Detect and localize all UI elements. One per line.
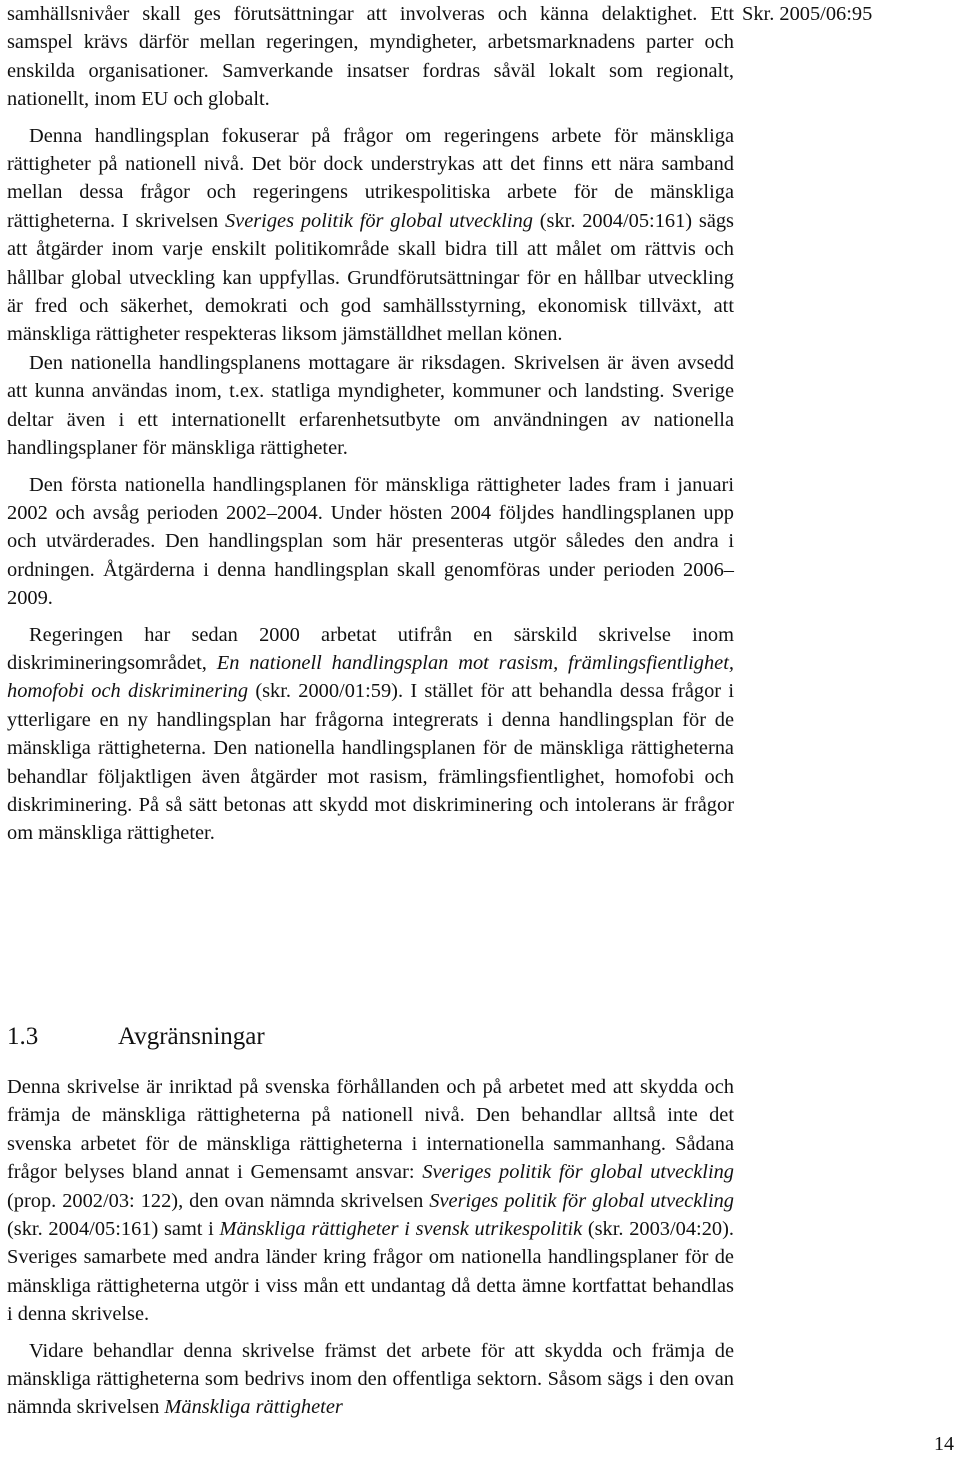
paragraph-text: Vidare behandlar denna skrivelse främst det arbete för att skydda och främja de mänskliga rättigheterna som bedrivs inom den offentliga sektorn. Såsom sägs i den ovan nämnda skrivelsen	[7, 1339, 734, 1419]
document-title-reference: Sveriges politik för global utveckling	[224, 209, 533, 232]
document-title-reference: Sveriges politik för global utveckling	[429, 1189, 734, 1212]
paragraph: Den första nationella handlingsplanen för mänskliga rättigheter lades fram i januari 2002 och avsåg perioden 2002–2004. Under hösten 2004 följdes handlingsplanen upp och utvärderades. Den handlingsplan som här presenteras utgör således den andra i ordningen. Åtgärderna i denna handlingsplan skall genomföras under perioden 2006–2009.	[7, 473, 734, 610]
section-number: 1.3	[7, 1023, 39, 1050]
body-text	[7, 0, 734, 848]
paragraph-text: (prop. 2002/03: 122), den ovan nämnda skrivelsen	[7, 1189, 430, 1212]
paragraph: Den nationella handlingsplanens mottagare är riksdagen. Skrivelsen är även avsedd att kunna användas inom, t.ex. statliga myndigheter, kommuner och landsting. Sverige deltar även i ett internationellt erfarenhetsutbyte om användningen av nationella handlingsplaner för mänskliga rättigheter.	[7, 351, 734, 460]
paragraph-text: Denna handlingsplan fokuserar på frågor om regeringens arbete för mänskliga rättigheter på nationell nivå. Det bör dock understrykas att det finns ett nära samband mellan dessa frågor och regeringens utrikespolitiska arbete för de mänskliga rättigheterna. I skrivelsen	[7, 124, 734, 232]
paragraph	[7, 1073, 734, 1329]
paragraph-text: Denna skrivelse är inriktad på svenska förhållanden och på arbetet med att skydda och främja de mänskliga rättigheterna på nationell nivå. Den behandlar alltså inte det svenska arbetet för de mänskliga rättigheterna i internationella sammanhang. Sådana frågor belyses bland annat i Gemensamt ansvar:	[7, 1076, 734, 1184]
document-title-reference: Mänskliga rättigheter	[164, 1396, 343, 1419]
paragraph-text: (skr. 2004/05:161) sägs att åtgärder inom varje enskilt politikområde skall bidra till att målet om rättvis och hållbar global utveckling kan uppfyllas. Grundförutsättningar för en hållbar utveckling är fred och säkerhet, demokrati och god samhällsstyrning, ekonomisk tillväxt, att mänskliga rättigheter respekteras liksom jämställdhet mellan könen.	[7, 209, 734, 346]
paragraph-text: (skr. 2003/04:20). Sveriges samarbete med andra länder kring frågor om nationella handlingsplaner för de mänskliga rättigheterna utgör i viss mån ett undantag då detta ämne kortfattat behandlas i denna skrivelse.	[7, 1218, 734, 1326]
section-body	[7, 1073, 734, 1422]
document-title-reference: En nationell handlingsplan mot rasism, främlingsfientlighet, homofobi och diskriminering	[7, 651, 734, 703]
document-reference-margin-note: Skr. 2005/06:95	[742, 3, 873, 25]
page-number: 14	[934, 1433, 954, 1455]
document-title-reference: Mänskliga rättigheter i svensk utrikespolitik	[219, 1218, 583, 1241]
paragraph-text: Regeringen har sedan 2000 arbetat utifrån en särskild skrivelse inom diskrimineringsområdet,	[7, 623, 734, 674]
paragraph	[7, 621, 734, 848]
section-title: Avgränsningar	[118, 1023, 265, 1050]
document-title-reference: Sveriges politik för global utveckling	[422, 1161, 735, 1184]
section-heading	[7, 1022, 265, 1052]
paragraph-text: (skr. 2004/05:161) samt i	[7, 1218, 220, 1241]
paragraph-text: (skr. 2000/01:59). I stället för att behandla dessa frågor i ytterligare en ny handlingsplan har frågorna integrerats i denna handlingsplan för de mänskliga rättigheterna. Den nationella handlingsplanen för de mänskliga rättigheterna behandlar följaktligen även åtgärder mot rasism, främlingsfientlighet, homofobi och diskriminering. På så sätt betonas att skydd mot diskriminering och intolerans är frågor om mänskliga rättigheter.	[7, 680, 735, 845]
paragraph-continuation: samhällsnivåer skall ges förutsättningar att involveras och känna delaktighet. Ett samspel krävs därför mellan regeringen, myndigheter, arbetsmarknadens parter och enskilda organisationer. Samverkande insatser fordras såväl lokalt som regionalt, nationellt, inom EU och globalt.	[7, 3, 734, 111]
paragraph	[7, 122, 734, 349]
paragraph	[7, 1337, 734, 1422]
